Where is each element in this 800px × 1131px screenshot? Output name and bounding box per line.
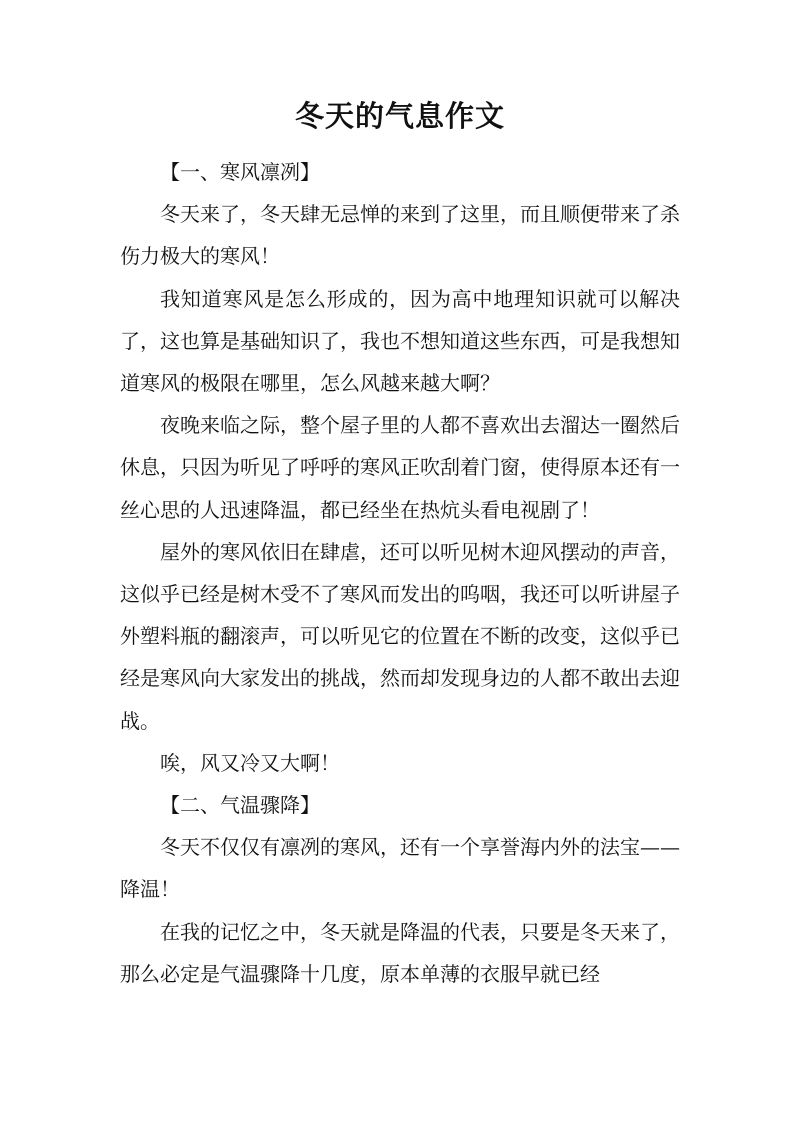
paragraph: 冬天不仅仅有凛冽的寒风，还有一个享誉海内外的法宝——降温！ — [120, 835, 680, 902]
section-heading: 【二、气温骤降】 — [160, 793, 320, 818]
document-body — [120, 151, 680, 995]
paragraph: 屋外的寒风依旧在肆虐，还可以听见树木迎风摆动的声音，这似乎已经是树木受不了寒风而发出的呜咽，我还可以听讲屋子外塑料瓶的翻滚声，可以听见它的位置在不断的改变，这似乎已经是寒风向大家发出的挑战，然而却发现身边的人都不敢出去迎战。 — [120, 539, 680, 733]
paragraph: 冬天来了，冬天肆无忌惮的来到了这里，而且顺便带来了杀伤力极大的寒风！ — [120, 202, 680, 269]
page-title: 冬天的气息作文 — [294, 99, 505, 133]
paragraph: 唉，风又冷又大啊！ — [160, 750, 340, 775]
section-heading: 【一、寒风凛冽】 — [160, 160, 320, 184]
paragraph: 在我的记忆之中，冬天就是降温的代表，只要是冬天来了，那么必定是气温骤降十几度，原本单薄的衣服早就已经 — [120, 919, 680, 986]
paragraph: 我知道寒风是怎么形成的，因为高中地理知识就可以解决了，这也算是基础知识了，我也不想知道这些东西，可是我想知道寒风的极限在哪里，怎么风越来越大啊？ — [120, 286, 680, 396]
paragraph: 夜晚来临之际，整个屋子里的人都不喜欢出去溜达一圈然后休息，只因为听见了呼呼的寒风正吹刮着门窗，使得原本还有一丝心思的人迅速降温，都已经坐在热炕头看电视剧了！ — [120, 413, 680, 522]
